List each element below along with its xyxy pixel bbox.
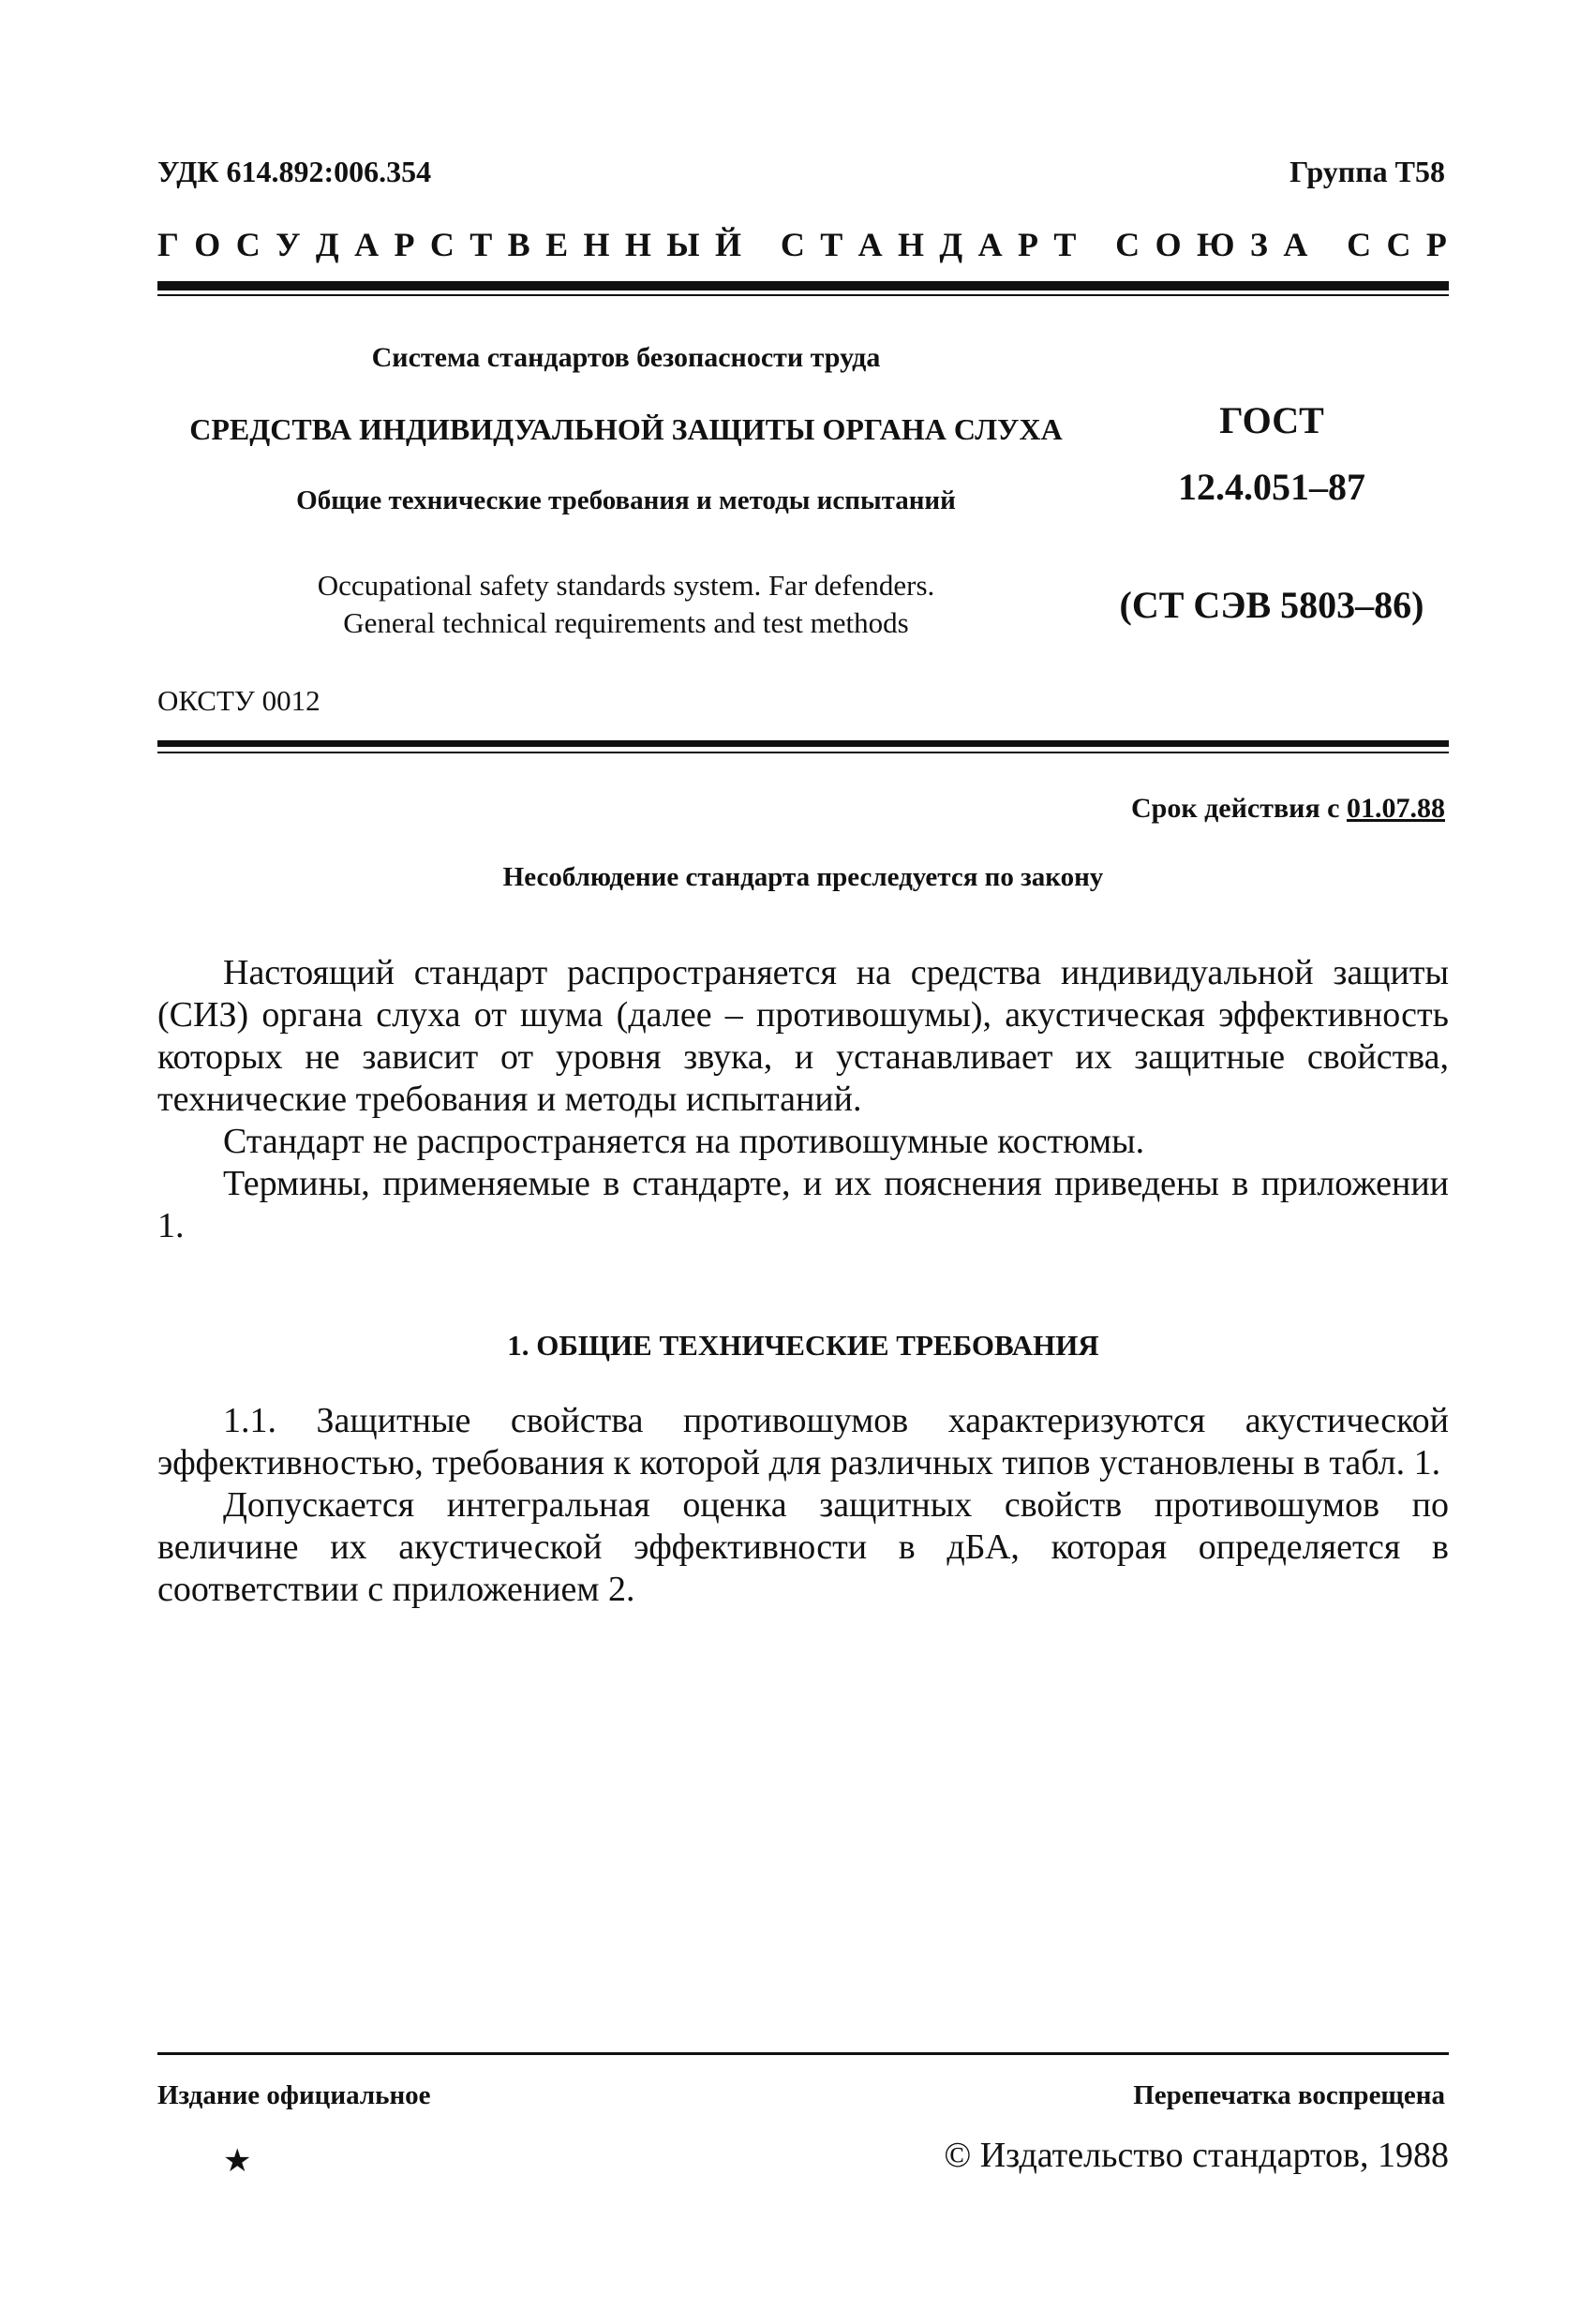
header-rule-thick — [157, 281, 1449, 290]
official-edition: Издание официальное — [157, 2080, 431, 2110]
document-subtitle: Общие технические требования и методы испытаний — [296, 485, 956, 515]
state-standard-letter: Д — [939, 226, 963, 263]
state-standard-letter: С — [235, 226, 261, 263]
title-rule-thick — [157, 740, 1449, 747]
st-sev-number: (СТ СЭВ 5803–86) — [1119, 584, 1424, 626]
validity-label: Срок действия с — [1131, 793, 1347, 824]
state-standard-letter: Н — [583, 226, 610, 263]
state-standard-letter: А — [1283, 226, 1308, 263]
state-standard-letter: Е — [545, 226, 569, 263]
group-code: Группа Т58 — [1289, 155, 1445, 188]
english-title-line1: Occupational safety standards system. Far defenders. — [317, 569, 935, 602]
state-standard-letter: С — [780, 226, 805, 263]
state-standard-letter — [756, 225, 765, 264]
state-standard-letter — [1092, 225, 1100, 264]
state-standard-letter — [1323, 225, 1332, 264]
state-standard-letter: С — [1347, 226, 1372, 263]
state-standard-letter: С — [429, 226, 455, 263]
publisher-copyright: © Издательство стандартов, 1988 — [944, 2136, 1449, 2175]
state-standard-letter: С — [1386, 226, 1411, 263]
title-rule-thin — [157, 752, 1449, 753]
state-standard-letter: Р — [1017, 226, 1038, 263]
state-standard-letter: В — [507, 226, 530, 263]
state-standard-letter: С — [1115, 226, 1140, 263]
non-observance-notice: Несоблюдение стандарта преследуется по закону — [502, 862, 1104, 892]
state-standard-letter: З — [1249, 226, 1268, 263]
english-title — [157, 567, 1095, 642]
udk-code: УДК 614.892:006.354 — [157, 155, 432, 188]
section-paragraph-2: Допускается интегральная оценка защитных свойств противошумов по величине их акустической эффективности в дБА, которая определяется в соответствии с приложением 2. — [157, 1485, 1449, 1609]
section-text — [157, 1400, 1449, 1611]
section-heading: 1. ОБЩИЕ ТЕХНИЧЕСКИЕ ТРЕБОВАНИЯ — [507, 1329, 1099, 1362]
state-standard-letter: Ю — [1196, 226, 1235, 263]
header-rule-thin — [157, 294, 1449, 296]
intro-paragraph-3: Термины, применяемые в стандарте, и их пояснения приведены в приложении 1. — [157, 1164, 1449, 1245]
state-standard-letter: Р — [394, 226, 415, 263]
state-standard-letter: У — [276, 226, 301, 263]
section-paragraph-1: 1.1. Защитные свойства противошумов характеризуются акустической эффективностью, требования к которой для различных типов установлены в табл. 1. — [157, 1401, 1449, 1482]
state-standard-letter: О — [1155, 226, 1182, 263]
validity-date: 01.07.88 — [1347, 793, 1445, 824]
footer-rule — [157, 2052, 1449, 2055]
state-standard-letter: Н — [898, 226, 925, 263]
system-name: Система стандартов безопасности труда — [371, 342, 881, 373]
state-standard-letter: А — [354, 226, 380, 263]
intro-paragraph-1: Настоящий стандарт распространяется на средства индивидуальной защиты (СИЗ) органа слуха от шума (далее – противошумы), акустическая эффективность которых не зависит от уровня звука, и устанавливает их защитные свойства, технические требования и методы испытаний. — [157, 953, 1449, 1119]
state-standard-letter: А — [857, 226, 883, 263]
state-standard-letter: Р — [1425, 226, 1447, 263]
intro-text — [157, 952, 1449, 1247]
state-standard-letter: Д — [315, 226, 339, 263]
english-title-line2: General technical requirements and test methods — [343, 606, 909, 639]
okstu-code: ОКСТУ 0012 — [157, 684, 320, 717]
state-standard-letter: Ы — [666, 226, 700, 263]
star-icon: ★ — [223, 2144, 252, 2179]
state-standard-letter: Т — [470, 226, 493, 263]
state-standard-letter: Т — [1053, 226, 1077, 263]
validity-line — [1131, 793, 1445, 825]
state-standard-letter: Г — [157, 226, 179, 263]
state-standard-letter: О — [194, 226, 221, 263]
state-standard-letter: Н — [624, 226, 651, 263]
state-standard-letter: Т — [820, 226, 843, 263]
state-standard-heading — [157, 225, 1447, 264]
reprint-prohibited: Перепечатка воспрещена — [1133, 2080, 1445, 2110]
gost-number: 12.4.051–87 — [1178, 466, 1365, 508]
state-standard-letter: А — [977, 226, 1003, 263]
document-title: СРЕДСТВА ИНДИВИДУАЛЬНОЙ ЗАЩИТЫ ОРГАНА СЛУХА — [189, 412, 1063, 446]
gost-label: ГОСТ — [1219, 399, 1324, 441]
state-standard-letter: Й — [715, 226, 742, 263]
intro-paragraph-2: Стандарт не распространяется на противошумные костюмы. — [223, 1122, 1145, 1161]
